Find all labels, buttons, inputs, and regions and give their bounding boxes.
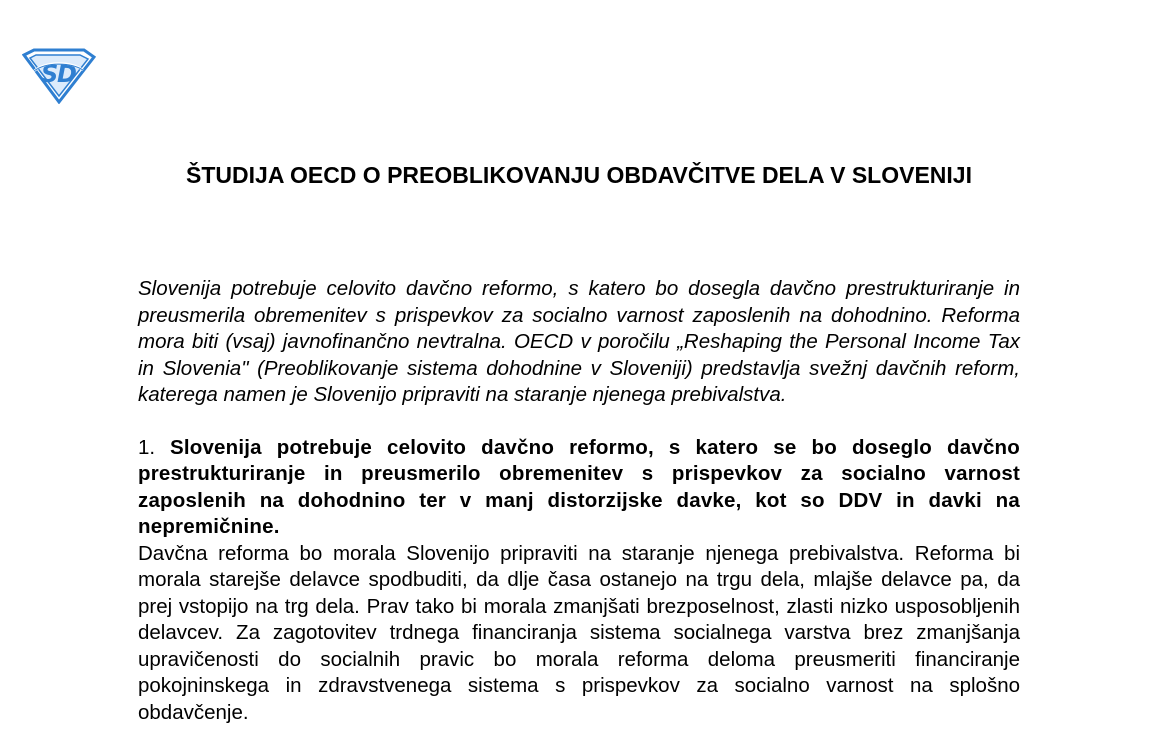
- document-content: [138, 276, 1020, 726]
- svg-text:D: D: [57, 60, 77, 88]
- intro-paragraph: Slovenija potrebuje celovito davčno reformo, s katero bo dosegla davčno prestrukturiranje in preusmerila obremenitev s prispevkov za socialno varnost zaposlenih na dohodnino. Reforma mora biti (vsaj) javnofinančno nevtralna. OECD v poročilu „Reshaping the Personal Income Tax in Slovenia" (Preoblikovanje sistema dohodnine v Sloveniji) predstavlja svežnj davčnih reform, katerega namen je Slovenijo pripraviti na staranje njenega prebivalstva.: [138, 277, 1020, 406]
- sd-logo-icon: [22, 48, 96, 104]
- document-title: ŠTUDIJA OECD O PREOBLIKOVANJU OBDAVČITVE DELA V SLOVENIJI: [186, 162, 972, 188]
- section-heading-text: Slovenija potrebuje celovito davčno reformo, s katero se bo doseglo davčno prestrukturiranje in preusmerilo obremenitev s prispevkov za socialno varnost zaposlenih na dohodnino ter v manj distorzijske davke, kot so DDV in davki na nepremičnine.: [138, 435, 1020, 538]
- section-body: Davčna reforma bo morala Slovenijo pripraviti na staranje njenega prebivalstva. Reforma bi morala starejše delavce spodbuditi, da dlje časa ostanejo na trgu dela, mlajše delavce pa, da prej vstopijo na trg dela. Prav tako bi morala zmanjšati brezposelnost, zlasti nizko usposobljenih delavcev. Za zagotovitev trdnega financiranja sistema socialnega varstva brez zmanjšanja upravičenosti do socialnih pravic bo morala reforma deloma preusmeriti financiranje pokojninskega in zdravstvenega sistema s prispevkov za socialno varnost na splošno obdavčenje.: [138, 541, 1020, 724]
- svg-text:S: S: [41, 60, 59, 88]
- sd-shield-logo-icon: [22, 48, 96, 104]
- section-heading: [138, 435, 1020, 541]
- section-number: 1.: [138, 435, 156, 459]
